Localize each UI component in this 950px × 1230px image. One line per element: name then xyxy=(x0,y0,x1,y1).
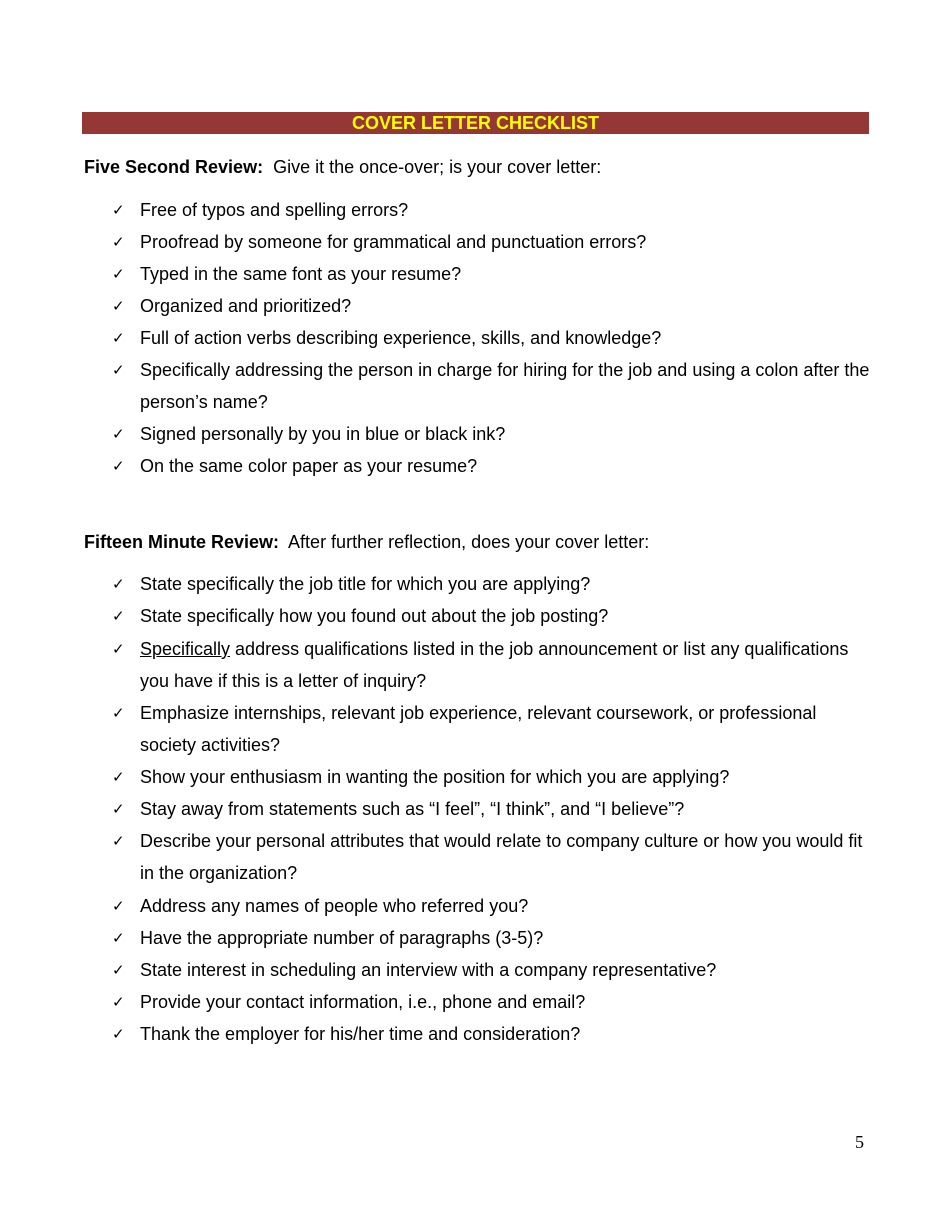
checklist-item xyxy=(112,954,872,986)
checkmark-icon: ✓ xyxy=(112,297,125,315)
page-title: COVER LETTER CHECKLIST xyxy=(82,112,869,134)
checklist-item xyxy=(112,793,872,825)
checklist-item xyxy=(112,1018,872,1050)
checklist-item-text: Free of typos and spelling errors? xyxy=(140,200,409,220)
checklist-item-text: Provide your contact information, i.e., phone and email? xyxy=(140,992,586,1012)
checklist-item xyxy=(112,450,872,482)
checklist-item-text: Thank the employer for his/her time and consideration? xyxy=(140,1024,581,1044)
checklist-item xyxy=(112,761,872,793)
checkmark-icon: ✓ xyxy=(112,575,125,593)
checklist-item xyxy=(112,418,872,450)
checklist-item xyxy=(112,825,872,889)
checklist-item-text: Typed in the same font as your resume? xyxy=(140,264,462,284)
section-intro-text: After further reflection, does your cover letter: xyxy=(288,532,650,552)
checklist-item xyxy=(112,568,872,600)
checkmark-icon: ✓ xyxy=(112,897,125,915)
checkmark-icon: ✓ xyxy=(112,929,125,947)
checklist-item-text: Stay away from statements such as “I feel”, “I think”, and “I believe”? xyxy=(140,799,685,819)
section-intro-text: Give it the once-over; is your cover letter: xyxy=(273,157,602,177)
checkmark-icon: ✓ xyxy=(112,993,125,1011)
checkmark-icon: ✓ xyxy=(112,265,125,283)
section-label: Fifteen Minute Review: xyxy=(84,532,280,552)
checkmark-icon: ✓ xyxy=(112,361,125,379)
checkmark-icon: ✓ xyxy=(112,329,125,347)
checkmark-icon: ✓ xyxy=(112,607,125,625)
checklist-item-text: Address any names of people who referred you? xyxy=(140,896,529,916)
checkmark-icon: ✓ xyxy=(112,768,125,786)
checklist-item-text: State interest in scheduling an interview with a company representative? xyxy=(140,960,717,980)
checklist-item-text: Emphasize internships, relevant job experience, relevant coursework, or professional society activities? xyxy=(140,703,817,755)
checkmark-icon: ✓ xyxy=(112,457,125,475)
checkmark-icon: ✓ xyxy=(112,201,125,219)
checkmark-icon: ✓ xyxy=(112,425,125,443)
checkmark-icon: ✓ xyxy=(112,640,125,658)
checklist-item xyxy=(112,226,872,258)
checkmark-icon: ✓ xyxy=(112,704,125,722)
fifteen-minute-review-intro xyxy=(84,531,649,553)
checklist-item-rest: address qualifications listed in the job announcement or list any qualifications you have if this is a letter of inquiry? xyxy=(140,639,849,691)
checklist-item xyxy=(112,890,872,922)
checklist-item-text: State specifically how you found out about the job posting? xyxy=(140,606,609,626)
checklist-item-text: State specifically the job title for which you are applying? xyxy=(140,574,591,594)
page-number: 5 xyxy=(855,1132,864,1152)
checklist-item-text: Proofread by someone for grammatical and punctuation errors? xyxy=(140,232,647,252)
checklist-item xyxy=(112,322,872,354)
checkmark-icon: ✓ xyxy=(112,832,125,850)
checkmark-icon: ✓ xyxy=(112,961,125,979)
checklist-item xyxy=(112,194,872,226)
checklist-item xyxy=(112,290,872,322)
checklist-item xyxy=(112,922,872,954)
checklist-item-text: On the same color paper as your resume? xyxy=(140,456,478,476)
checklist-item-text: Signed personally by you in blue or black ink? xyxy=(140,424,506,444)
checkmark-icon: ✓ xyxy=(112,1025,125,1043)
checklist-item-text: Full of action verbs describing experience, skills, and knowledge? xyxy=(140,328,662,348)
checklist-item xyxy=(112,986,872,1018)
checklist-item xyxy=(112,600,872,632)
checkmark-icon: ✓ xyxy=(112,233,125,251)
emphasis-text: Specifically xyxy=(140,639,231,659)
checklist-item-text: Have the appropriate number of paragraphs (3-5)? xyxy=(140,928,544,948)
checkmark-icon: ✓ xyxy=(112,800,125,818)
checklist-item-text: Show your enthusiasm in wanting the position for which you are applying? xyxy=(140,767,730,787)
checklist-item-text xyxy=(140,633,872,697)
checklist-item xyxy=(112,354,872,418)
checklist-item xyxy=(112,697,872,761)
checklist-item-text: Organized and prioritized? xyxy=(140,296,352,316)
checklist-item-text: Specifically addressing the person in charge for hiring for the job and using a colon after the person’s name? xyxy=(140,360,870,412)
section-label: Five Second Review: xyxy=(84,157,264,177)
checklist-item xyxy=(112,633,872,697)
checklist-item-text: Describe your personal attributes that would relate to company culture or how you would fit in the organization? xyxy=(140,831,863,883)
checklist-item xyxy=(112,258,872,290)
five-second-review-intro xyxy=(84,156,601,178)
